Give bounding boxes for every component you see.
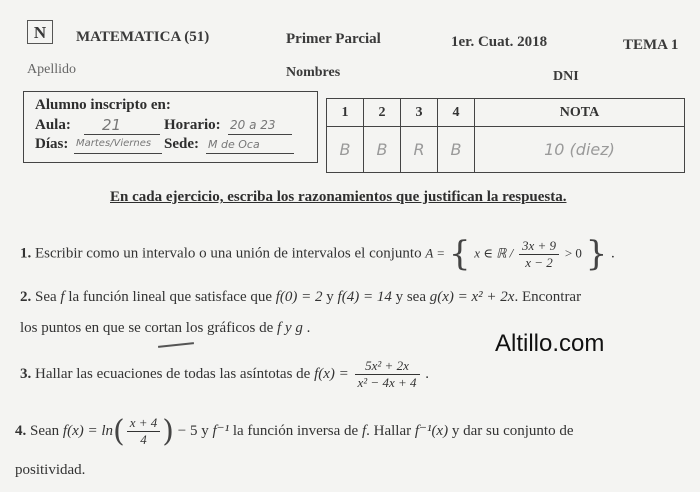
q1-right-brace: } xyxy=(585,234,608,274)
sede-label: Sede: xyxy=(164,136,199,152)
grade-header-nota: NOTA xyxy=(475,99,685,127)
horario-label: Horario: xyxy=(164,117,221,133)
grades-table xyxy=(326,98,685,173)
aula-value: 21 xyxy=(102,116,122,134)
question-3 xyxy=(20,358,429,391)
q4-sean: Sean xyxy=(30,422,60,439)
q4-minus-5: − 5 xyxy=(177,422,198,439)
sede-value: M de Oca xyxy=(208,138,260,151)
question-2-line-1 xyxy=(20,289,581,306)
q4-y: y xyxy=(201,422,209,439)
aula-label: Aula: xyxy=(35,117,71,133)
dni-label: DNI xyxy=(553,69,579,84)
q2-number: 2. xyxy=(20,289,32,305)
grade-header-1: 1 xyxy=(327,99,364,127)
q4-fraction xyxy=(127,415,161,448)
q2-cond-2: f(4) = 14 xyxy=(337,289,392,305)
horario-value: 20 a 23 xyxy=(230,118,276,132)
q4-right-paren: ) xyxy=(162,414,175,449)
grade-value-nota: 10 (diez) xyxy=(475,127,685,173)
q3-end: . xyxy=(425,365,429,382)
q2-cond-1: f(0) = 2 xyxy=(275,289,323,305)
q1-fraction xyxy=(519,238,559,271)
q2-line2-text: los puntos en que se cortan los gráficos de xyxy=(20,320,274,336)
q2-end: . xyxy=(306,320,311,336)
question-4-line-1 xyxy=(15,414,573,449)
q4-f: f xyxy=(361,422,367,439)
tema-label: TEMA 1 xyxy=(623,37,679,53)
q1-frac-num: 3x + 9 xyxy=(519,238,559,255)
question-2-line-2 xyxy=(20,320,310,337)
dias-underline xyxy=(74,153,162,154)
grade-value-4: B xyxy=(438,127,475,173)
grade-header-2: 2 xyxy=(364,99,401,127)
term-label: 1er. Cuat. 2018 xyxy=(451,34,548,50)
q3-fraction xyxy=(355,358,420,391)
q1-set-lhs: A = xyxy=(425,245,446,261)
grade-value-2: B xyxy=(364,127,401,173)
q2-f-y-g: f y g xyxy=(277,320,303,336)
q4-inversa: la función inversa de xyxy=(232,422,359,439)
q2-g: g(x) = x² + 2x xyxy=(429,289,515,305)
dias-value: Martes/Viernes xyxy=(76,138,152,149)
apellido-label: Apellido xyxy=(27,62,76,77)
q1-end: . xyxy=(611,245,615,262)
q2-desc: la función lineal que satisface que xyxy=(68,289,273,305)
instruction-text: En cada ejercicio, escriba los razonamientos que justifican la respuesta. xyxy=(110,189,567,205)
q4-finv-x: f⁻¹(x) xyxy=(414,422,449,439)
q1-set-tail: > 0 xyxy=(564,245,582,261)
q4-dar: y dar su conjunto de xyxy=(451,422,574,439)
q4-finv: f⁻¹ xyxy=(212,422,230,439)
q1-left-brace: { xyxy=(448,234,471,274)
sede-underline xyxy=(206,153,294,154)
grade-value-1: B xyxy=(327,127,364,173)
q4-number: 4. xyxy=(15,422,27,439)
q4-frac-num: x + 4 xyxy=(127,415,161,432)
q3-text: Hallar las ecuaciones de todas las asíntotas de xyxy=(35,365,311,382)
grade-header-4: 4 xyxy=(438,99,475,127)
q4-hallar: . Hallar xyxy=(366,422,412,439)
q1-set-inner: x ∈ ℝ / xyxy=(474,245,514,261)
nombres-label: Nombres xyxy=(286,65,341,80)
q2-f: f xyxy=(60,289,65,305)
course-title: MATEMATICA (51) xyxy=(76,29,210,45)
student-info-box xyxy=(23,91,318,163)
grade-header-3: 3 xyxy=(401,99,438,127)
aula-underline xyxy=(84,134,160,135)
q1-frac-den: x − 2 xyxy=(525,254,553,270)
dias-label: Días: xyxy=(35,136,69,152)
q2-encontrar: . Encontrar xyxy=(514,289,582,305)
watermark-text: Altillo.com xyxy=(495,330,605,357)
horario-underline xyxy=(228,134,292,135)
q2-sea: Sea xyxy=(35,289,57,305)
exam-title: Primer Parcial xyxy=(286,31,381,47)
q4-frac-den: 4 xyxy=(140,432,147,447)
q1-text: Escribir como un intervalo o una unión de intervalos el conjunto xyxy=(35,245,422,262)
q4-left-paren: ( xyxy=(113,414,125,449)
pen-mark xyxy=(158,342,194,348)
question-4-line-2: positividad. xyxy=(15,462,86,478)
q3-number: 3. xyxy=(20,365,32,382)
q1-number: 1. xyxy=(20,245,32,262)
question-1 xyxy=(20,234,615,274)
q4-lhs: f(x) = ln xyxy=(62,422,114,439)
q3-frac-num: 5x² + 2x xyxy=(355,358,420,375)
q2-y: y xyxy=(326,289,334,305)
q3-frac-den: x² − 4x + 4 xyxy=(357,375,417,390)
enrolled-label: Alumno inscripto en: xyxy=(35,97,171,113)
q2-y-sea: y sea xyxy=(395,289,426,305)
tema-letter-badge: N xyxy=(27,20,53,44)
q3-lhs: f(x) = xyxy=(314,365,349,382)
grade-value-3: R xyxy=(401,127,438,173)
